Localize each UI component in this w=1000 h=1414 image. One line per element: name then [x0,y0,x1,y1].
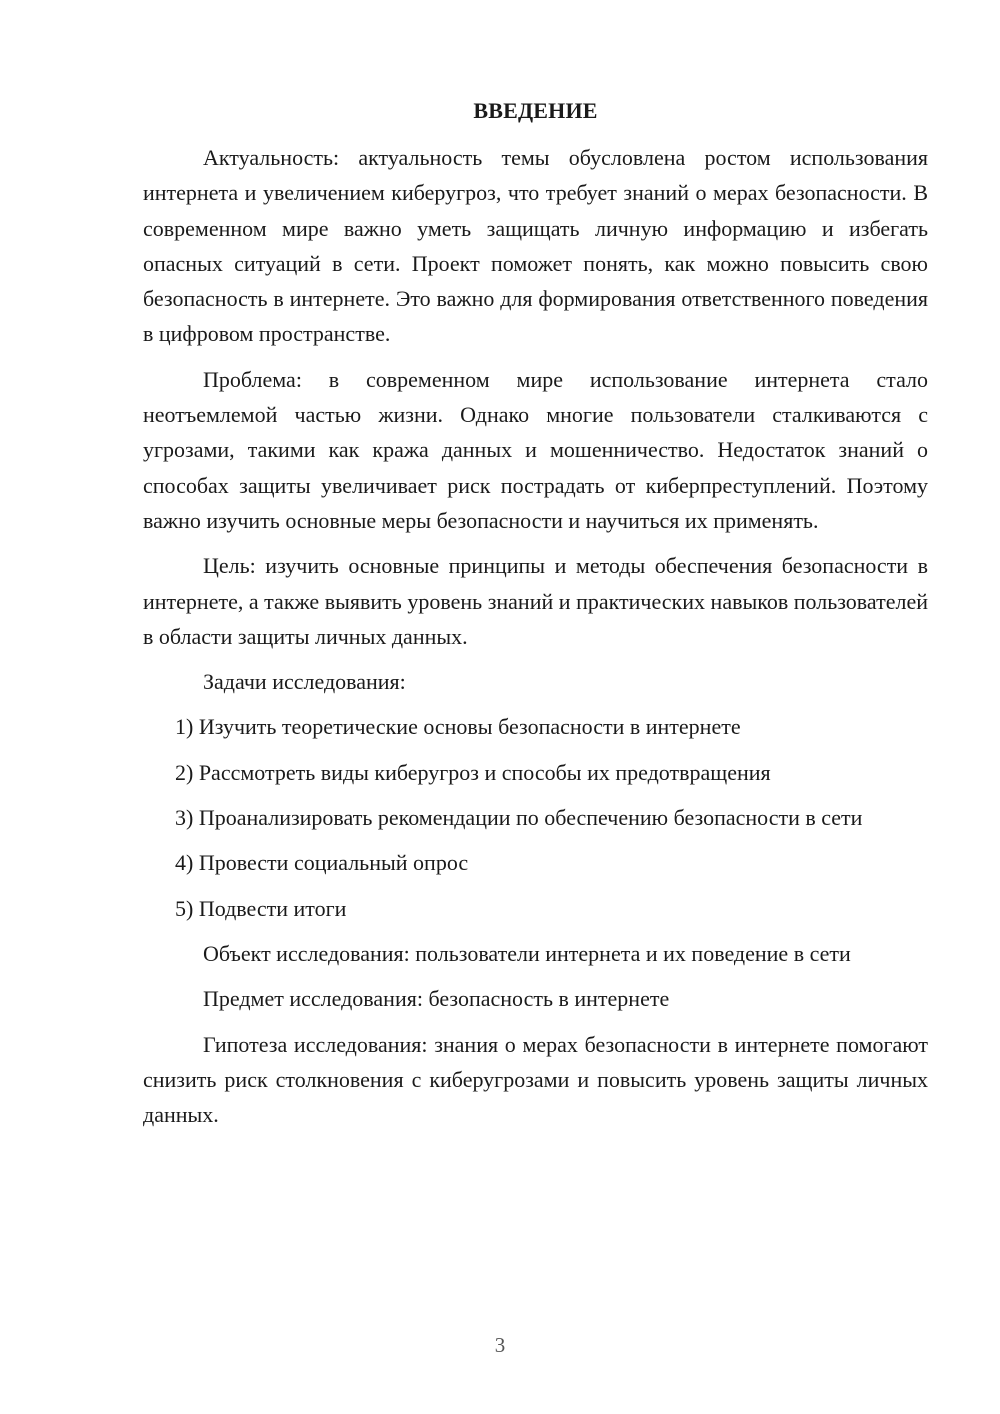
task-item-2: 2) Рассмотреть виды киберугроз и способы их предотвращения [175,759,771,785]
tasks-list [143,709,928,925]
task-item-4: 4) Провести социальный опрос [175,850,469,876]
paragraph-goal: Цель: изучить основные принципы и методы обеспечения безопасности в интернете, а также выявить уровень знаний и практических навыков пользователей в области защиты личных данных. [143,553,928,649]
page-number: 3 [494,1333,506,1357]
paragraph-problem: Проблема: в современном мире использование интернета стало неотъемлемой частью жизни. Однако многие пользователи сталкиваются с угрозами, такими как кража данных и мошенничество. Недостаток знаний о способах защиты увеличивает риск пострадать от киберпреступлений. Поэтому важно изучить основные меры безопасности и научиться их применять. [143,366,928,533]
tasks-heading: Задачи исследования: [203,669,406,695]
task-item-1: 1) Изучить теоретические основы безопасности в интернете [175,714,741,740]
page-content [143,93,928,1132]
paragraph-subject: Предмет исследования: безопасность в интернете [203,986,670,1012]
section-title: ВВЕДЕНИЕ [473,98,598,123]
paragraph-hypothesis: Гипотеза исследования: знания о мерах безопасности в интернете помогают снизить риск столкновения с киберугрозами и повысить уровень защиты личных данных. [143,1031,928,1128]
task-item-5: 5) Подвести итоги [175,895,347,921]
paragraph-relevance: Актуальность: актуальность темы обусловлена ростом использования интернета и увеличением киберугроз, что требует знаний о мерах безопасности. В современном мире важно уметь защищать личную информацию и избегать опасных ситуаций в сети. Проект поможет понять, как можно повысить свою безопасность в интернете. Это важно для формирования ответственного поведения в цифровом пространстве. [143,145,928,347]
task-item-3: 3) Проанализировать рекомендации по обеспечению безопасности в сети [175,805,863,831]
paragraph-object: Объект исследования: пользователи интернета и их поведение в сети [203,940,851,966]
